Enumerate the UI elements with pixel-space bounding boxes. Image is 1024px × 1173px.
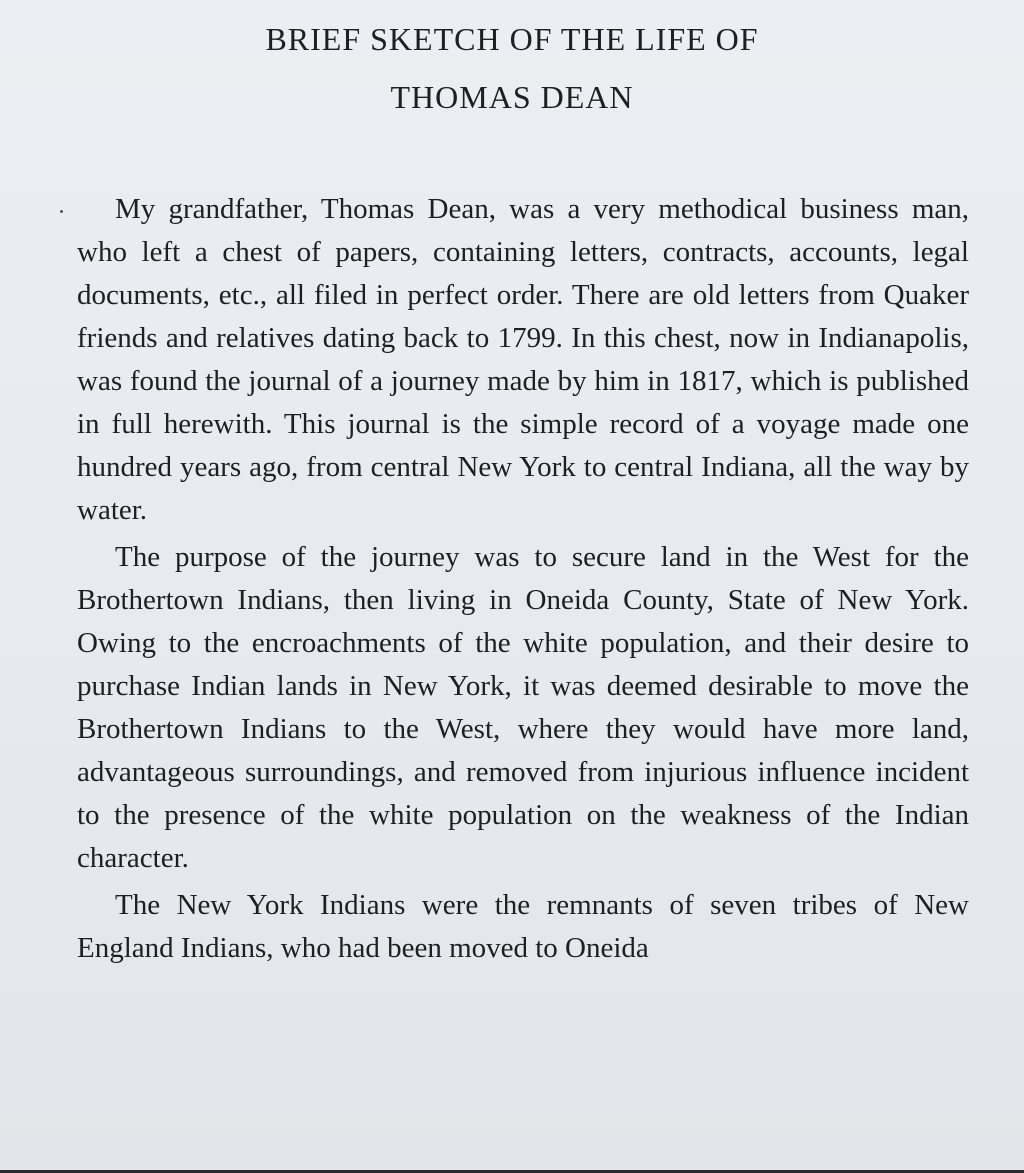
paragraph-1: My grandfather, Thomas Dean, was a very methodical business man, who left a chest of papers, containing letters, contracts, accounts, legal documents, etc., all filed in perfect order. There are old letters from Quaker friends and relatives dating back to 1799. In this chest, now in Indianapolis, was found the journal of a journey made by him in 1817, which is published in full herewith. This journal is the simple record of a voyage made one hundred years ago, from central New York to central Indiana, all the way by water. [77, 193, 969, 526]
paragraph-3: The New York Indians were the remnants of seven tribes of New England Indians, who had been moved to Oneida [77, 889, 969, 964]
title-line-1: BRIEF SKETCH OF THE LIFE OF [265, 21, 759, 57]
print-speck [60, 210, 63, 213]
title-line-2: THOMAS DEAN [390, 79, 634, 115]
page-title [0, 10, 1024, 126]
paragraph-2: The purpose of the journey was to secure land in the West for the Brothertown Indians, then living in Oneida County, State of New York. Owing to the encroachments of the white population, and their desire to purchase Indian lands in New York, it was deemed desirable to move the Brothertown Indians to the West, where they would have more land, advantageous surroundings, and removed from injurious influence incident to the presence of the white population on the weakness of the Indian character. [77, 541, 969, 874]
body-text [77, 188, 969, 974]
